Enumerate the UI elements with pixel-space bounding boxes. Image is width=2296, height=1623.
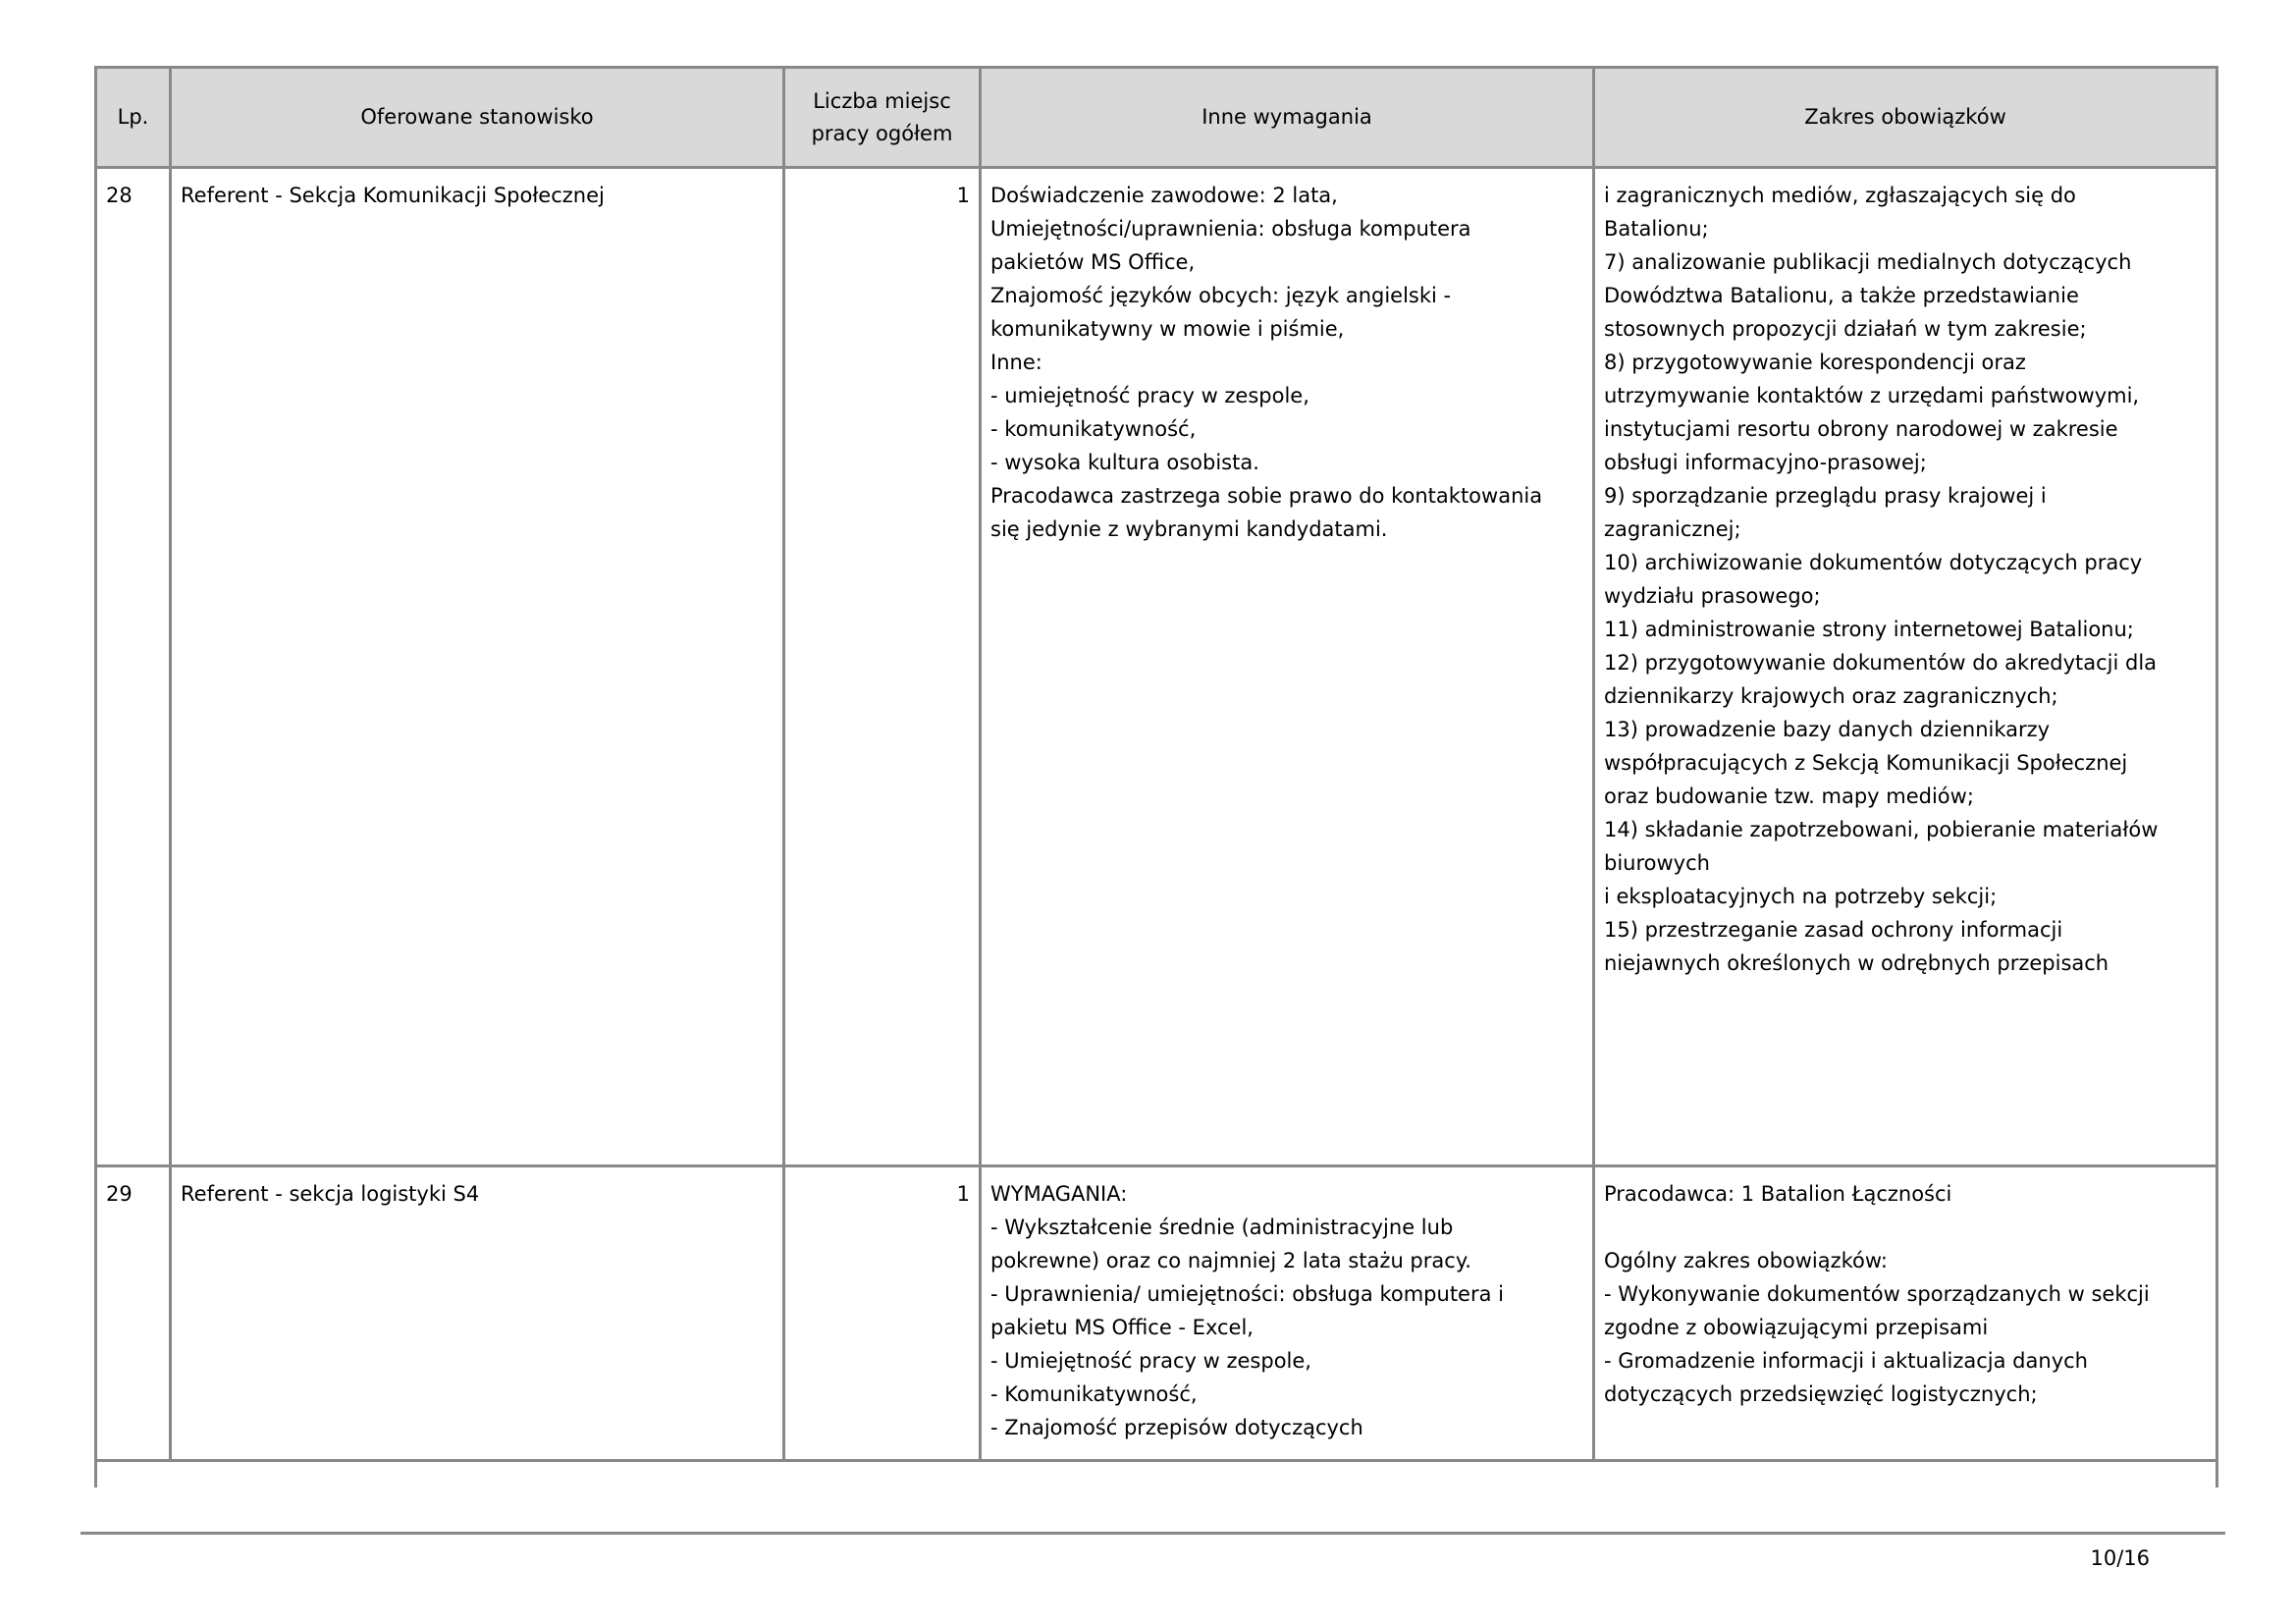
duty-line-blank bbox=[1604, 1211, 2207, 1244]
header-row bbox=[96, 68, 2217, 168]
job-offers-table bbox=[94, 66, 2218, 1488]
requirement-line: - komunikatywność, bbox=[990, 417, 1197, 441]
requirement-line: pokrewne) oraz co najmniej 2 lata stażu pracy. bbox=[990, 1249, 1471, 1272]
duty-line: 8) przygotowywanie korespondencji oraz bbox=[1604, 351, 2026, 374]
duty-line: 7) analizowanie publikacji medialnych dotyczących bbox=[1604, 250, 2132, 274]
requirement-line: Doświadczenie zawodowe: 2 lata, bbox=[990, 184, 1338, 207]
requirement-line: Znajomość języków obcych: język angielski - bbox=[990, 284, 1452, 307]
requirement-line: Inne: bbox=[990, 351, 1042, 374]
requirement-line: - umiejętność pracy w zespole, bbox=[990, 384, 1309, 407]
row-count: 1 bbox=[784, 168, 981, 1166]
requirement-line: - Komunikatywność, bbox=[990, 1382, 1198, 1406]
requirement-line: WYMAGANIA: bbox=[990, 1182, 1128, 1206]
requirement-line: Umiejętności/uprawnienia: obsługa komputera bbox=[990, 217, 1471, 241]
duty-line: oraz budowanie tzw. mapy mediów; bbox=[1604, 784, 1974, 808]
requirement-line: - Znajomość przepisów dotyczących bbox=[990, 1416, 1363, 1439]
requirement-line: - Uprawnienia/ umiejętności: obsługa komputera i bbox=[990, 1282, 1504, 1306]
row-lp: 28 bbox=[96, 168, 171, 1166]
requirement-line: pakietów MS Office, bbox=[990, 250, 1196, 274]
duty-line: - Gromadzenie informacji i aktualizacja danych bbox=[1604, 1349, 2088, 1373]
duty-line: zgodne z obowiązującymi przepisami bbox=[1604, 1316, 1989, 1339]
row-requirements bbox=[981, 1166, 1594, 1461]
duty-line: współpracujących z Sekcją Komunikacji Społecznej bbox=[1604, 751, 2128, 775]
continuation-cell bbox=[96, 1461, 2217, 1488]
duty-line: obsługi informacyjno-prasowej; bbox=[1604, 451, 1927, 474]
duty-line: Batalionu; bbox=[1604, 217, 1709, 241]
duty-line: Pracodawca: 1 Batalion Łączności bbox=[1604, 1182, 1952, 1206]
table-row bbox=[96, 1166, 2217, 1461]
duty-line: 10) archiwizowanie dokumentów dotyczących pracy bbox=[1604, 551, 2143, 574]
duty-line: 14) składanie zapotrzebowani, pobieranie materiałów bbox=[1604, 818, 2159, 841]
duty-line: stosownych propozycji działań w tym zakresie; bbox=[1604, 317, 2087, 341]
table-row-continuation bbox=[96, 1461, 2217, 1488]
duty-line: i zagranicznych mediów, zgłaszających się do bbox=[1604, 184, 2076, 207]
row-requirements bbox=[981, 168, 1594, 1166]
duty-line: Dowództwa Batalionu, a także przedstawianie bbox=[1604, 284, 2079, 307]
duty-line: 9) sporządzanie przeglądu prasy krajowej i bbox=[1604, 484, 2047, 508]
requirement-line: komunikatywny w mowie i piśmie, bbox=[990, 317, 1345, 341]
duty-line: Ogólny zakres obowiązków: bbox=[1604, 1249, 1889, 1272]
duty-line: 12) przygotowywanie dokumentów do akredytacji dla bbox=[1604, 651, 2158, 675]
duty-line: zagranicznej; bbox=[1604, 517, 1741, 541]
row-position: Referent - Sekcja Komunikacji Społecznej bbox=[171, 168, 784, 1166]
duty-line: biurowych bbox=[1604, 851, 1710, 875]
table-row bbox=[96, 168, 2217, 1166]
requirement-line: - Wykształcenie średnie (administracyjne lub bbox=[990, 1216, 1454, 1239]
page-number: 10/16 bbox=[2090, 1546, 2150, 1570]
footer-rule bbox=[80, 1532, 2225, 1535]
requirement-line: - Umiejętność pracy w zespole, bbox=[990, 1349, 1311, 1373]
duty-line: i eksploatacyjnych na potrzeby sekcji; bbox=[1604, 885, 1998, 908]
duty-line: 15) przestrzeganie zasad ochrony informacji bbox=[1604, 918, 2063, 942]
requirement-line: Pracodawca zastrzega sobie prawo do kontaktowania bbox=[990, 484, 1543, 508]
duty-line: 11) administrowanie strony internetowej Batalionu; bbox=[1604, 618, 2134, 641]
duty-line: dziennikarzy krajowych oraz zagranicznych; bbox=[1604, 684, 2058, 708]
row-position: Referent - sekcja logistyki S4 bbox=[171, 1166, 784, 1461]
header-count-line1: Liczba miejsc bbox=[813, 88, 951, 113]
row-duties bbox=[1594, 168, 2217, 1166]
header-requirements: Inne wymagania bbox=[981, 68, 1594, 168]
header-count bbox=[784, 68, 981, 168]
duty-line: niejawnych określonych w odrębnych przepisach bbox=[1604, 951, 2109, 975]
row-count: 1 bbox=[784, 1166, 981, 1461]
header-position: Oferowane stanowisko bbox=[171, 68, 784, 168]
duty-line: wydziału prasowego; bbox=[1604, 584, 1821, 608]
duty-line: instytucjami resortu obrony narodowej w zakresie bbox=[1604, 417, 2118, 441]
header-lp: Lp. bbox=[96, 68, 171, 168]
duty-line: dotyczących przedsięwzięć logistycznych; bbox=[1604, 1382, 2038, 1406]
requirement-line: się jedynie z wybranymi kandydatami. bbox=[990, 517, 1388, 541]
duty-line: utrzymywanie kontaktów z urzędami państwowymi, bbox=[1604, 384, 2140, 407]
row-lp: 29 bbox=[96, 1166, 171, 1461]
header-duties: Zakres obowiązków bbox=[1594, 68, 2217, 168]
requirement-line: pakietu MS Office - Excel, bbox=[990, 1316, 1254, 1339]
requirement-line: - wysoka kultura osobista. bbox=[990, 451, 1259, 474]
header-count-line2: pracy ogółem bbox=[811, 121, 953, 145]
duty-line: 13) prowadzenie bazy danych dziennikarzy bbox=[1604, 718, 2051, 741]
row-duties bbox=[1594, 1166, 2217, 1461]
duty-line: - Wykonywanie dokumentów sporządzanych w sekcji bbox=[1604, 1282, 2150, 1306]
